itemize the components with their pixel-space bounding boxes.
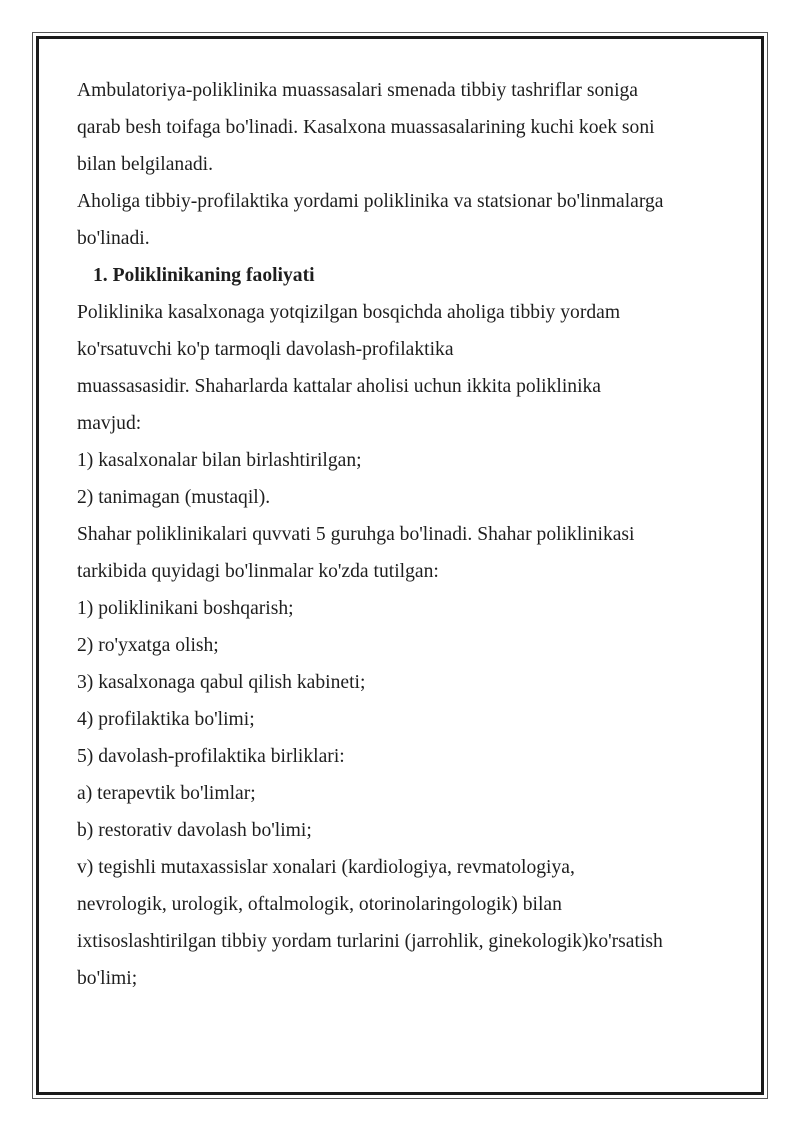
- list-item: 3) kasalxonaga qabul qilish kabineti;: [77, 672, 366, 693]
- list-item: 5) davolash-profilaktika birliklari:: [77, 746, 345, 767]
- text-line: Poliklinika kasalxonaga yotqizilgan bosqichda aholiga tibbiy yordam: [77, 302, 621, 323]
- list-item: 1) poliklinikani boshqarish;: [77, 598, 294, 619]
- list-item: v) tegishli mutaxassislar xonalari (kardiologiya, revmatologiya,: [77, 857, 575, 878]
- text-line: qarab besh toifaga bo'linadi. Kasalxona muassasalarining kuchi koek soni: [77, 117, 655, 138]
- list-item: 2) ro'yxatga olish;: [77, 635, 219, 656]
- list-item: 2) tanimagan (mustaqil).: [77, 487, 271, 508]
- text-line: Shahar poliklinikalari quvvati 5 guruhga bo'linadi. Shahar poliklinikasi: [77, 524, 635, 545]
- text-line: bilan belgilanadi.: [77, 154, 214, 175]
- section-heading: 1. Poliklinikaning faoliyati: [93, 265, 315, 286]
- list-item: b) restorativ davolash bo'limi;: [77, 820, 312, 841]
- list-item: a) terapevtik bo'limlar;: [77, 783, 256, 804]
- text-line: mavjud:: [77, 413, 142, 434]
- list-item: 1) kasalxonalar bilan birlashtirilgan;: [77, 450, 362, 471]
- text-line: Aholiga tibbiy-profilaktika yordami poliklinika va statsionar bo'linmalarga: [77, 191, 664, 212]
- text-line: bo'limi;: [77, 968, 138, 989]
- text-line: ko'rsatuvchi ko'p tarmoqli davolash-profilaktika: [77, 339, 454, 360]
- text-line: bo'linadi.: [77, 228, 150, 249]
- document-body: [77, 72, 727, 997]
- text-line: tarkibida quyidagi bo'linmalar ko'zda tutilgan:: [77, 561, 439, 582]
- text-line: muassasasidir. Shaharlarda kattalar aholisi uchun ikkita poliklinika: [77, 376, 602, 397]
- text-line: Ambulatoriya-poliklinika muassasalari smenada tibbiy tashriflar soniga: [77, 80, 639, 101]
- text-line: nevrologik, urologik, oftalmologik, otorinolaringologik) bilan: [77, 894, 562, 915]
- text-line: ixtisoslashtirilgan tibbiy yordam turlarini (jarrohlik, ginekologik)ko'rsatish: [77, 931, 663, 952]
- list-item: 4) profilaktika bo'limi;: [77, 709, 255, 730]
